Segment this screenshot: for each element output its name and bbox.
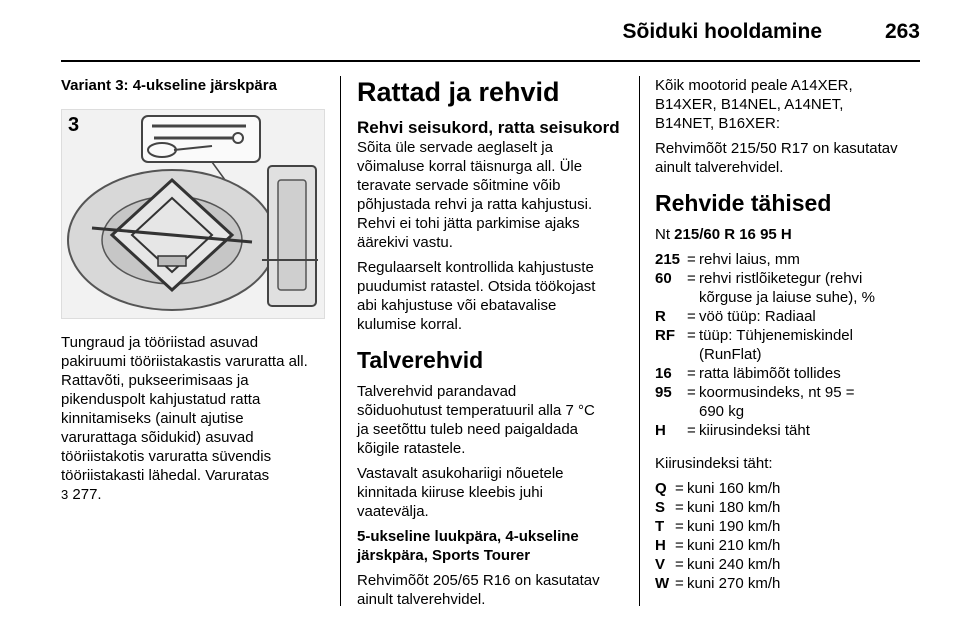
text-line: rehvi ristlõiketegur (rehvi bbox=[699, 270, 863, 287]
def-key: R bbox=[655, 308, 666, 325]
figure-caption bbox=[61, 333, 327, 504]
caption-line: Rattavõti, pukseerimisaas ja bbox=[61, 372, 249, 389]
tyre-code-definitions bbox=[655, 250, 875, 440]
speed-value: kuni 180 km/h bbox=[687, 499, 781, 516]
def-eq: = bbox=[687, 384, 696, 401]
figure-number: 3 bbox=[68, 114, 80, 136]
paragraph-tyre-size-205 bbox=[357, 571, 627, 609]
text-line: Regulaarselt kontrollida kahjustuste bbox=[357, 259, 594, 276]
table-row bbox=[655, 479, 780, 498]
text-line: kõigile ratastele. bbox=[357, 440, 466, 457]
text-line: tüüp: Tühjenemiskindel bbox=[699, 327, 853, 344]
def-key: 95 bbox=[655, 384, 672, 401]
def-value bbox=[699, 307, 875, 326]
table-row bbox=[655, 574, 780, 593]
text-line: kulumise korral. bbox=[357, 316, 463, 333]
paragraph-speed-sticker bbox=[357, 464, 627, 521]
subheading-body-variants bbox=[357, 527, 627, 565]
caption-line: kinnitamiseks (ainult ajutise bbox=[61, 410, 244, 427]
def-eq: = bbox=[687, 308, 696, 325]
text-line: Talverehvid parandavad bbox=[357, 383, 517, 400]
text-line: B14XER, B14NEL, A14NET, bbox=[655, 96, 844, 113]
text-line: äärekivi vastu. bbox=[357, 234, 453, 251]
caption-line: Tungraud ja tööriistad asuvad bbox=[61, 334, 259, 351]
variant-title: Variant 3: 4-ukseline järskpära bbox=[61, 77, 277, 94]
text-line: sõiduohutust temperatuuril alla 7 °C bbox=[357, 402, 595, 419]
speed-value: kuni 160 km/h bbox=[687, 480, 781, 497]
spare-wheel-tools-figure bbox=[61, 109, 325, 319]
text-line: B14NET, B16XER: bbox=[655, 115, 781, 132]
paragraph-tyre-condition bbox=[357, 138, 627, 252]
def-eq: = bbox=[687, 327, 696, 344]
text-line: vöö tüüp: Radiaal bbox=[699, 308, 816, 325]
text-line: kinnitada kiiruse kleebis juhi bbox=[357, 484, 543, 501]
text-line: puudumist ratastel. Otsida töökojast bbox=[357, 278, 596, 295]
def-key: 60 bbox=[655, 270, 672, 287]
column-divider-1 bbox=[340, 76, 341, 606]
table-row bbox=[655, 383, 875, 421]
heading-tyre-condition: Rehvi seisukord, ratta seisukord bbox=[357, 118, 620, 137]
table-row bbox=[655, 326, 875, 364]
column-left bbox=[61, 76, 327, 510]
paragraph-tyre-size-215 bbox=[655, 139, 925, 177]
def-value bbox=[699, 326, 875, 364]
speed-value: kuni 270 km/h bbox=[687, 575, 781, 592]
section-title: Sõiduki hooldamine bbox=[622, 20, 822, 43]
def-eq: = bbox=[687, 251, 696, 268]
def-eq: = bbox=[687, 422, 696, 439]
speed-eq: = bbox=[675, 518, 684, 535]
text-line: Rehvimõõt 215/50 R17 on kasutatav bbox=[655, 140, 898, 157]
table-row bbox=[655, 269, 875, 307]
text-line: järskpära, Sports Tourer bbox=[357, 547, 531, 564]
caption-line: varurattaga sõidukid) asuvad bbox=[61, 429, 254, 446]
column-right bbox=[655, 76, 925, 599]
table-row bbox=[655, 421, 875, 440]
paragraph-regular-check bbox=[357, 258, 627, 334]
def-value bbox=[699, 269, 875, 307]
caption-line: pikenduspolt kahjustatud ratta bbox=[61, 391, 261, 408]
def-value bbox=[699, 383, 875, 421]
text-line: vaatevälja. bbox=[357, 503, 429, 520]
example-prefix: Nt bbox=[655, 226, 675, 243]
text-line: kõrguse ja laiuse suhe), % bbox=[699, 289, 875, 306]
text-line: Sõita üle servade aeglaselt ja bbox=[357, 139, 553, 156]
table-row bbox=[655, 364, 875, 383]
speed-key: Q bbox=[655, 480, 667, 497]
speed-eq: = bbox=[675, 537, 684, 554]
jack-and-tools-illustration bbox=[62, 110, 324, 318]
speed-value: kuni 210 km/h bbox=[687, 537, 781, 554]
speed-key: T bbox=[655, 518, 665, 535]
text-line: 5-ukseline luukpära, 4-ukseline bbox=[357, 528, 579, 545]
text-line: võimaluse korral täisnurga all. Üle bbox=[357, 158, 583, 175]
heading-winter-tyres: Talverehvid bbox=[357, 347, 484, 373]
def-eq: = bbox=[687, 365, 696, 382]
def-key: 16 bbox=[655, 365, 672, 382]
def-key: RF bbox=[655, 327, 675, 344]
tyre-example bbox=[655, 225, 925, 244]
speed-eq: = bbox=[675, 556, 684, 573]
text-line: abi kahjustuse või ebatavalise bbox=[357, 297, 557, 314]
def-eq: = bbox=[687, 270, 696, 287]
heading-wheels-tyres: Rattad ja rehvid bbox=[357, 77, 560, 107]
text-line: ainult talverehvidel. bbox=[357, 591, 486, 608]
speed-value: kuni 240 km/h bbox=[687, 556, 781, 573]
example-code: 215/60 R 16 95 H bbox=[674, 226, 792, 243]
table-row bbox=[655, 517, 780, 536]
column-middle bbox=[357, 76, 627, 615]
def-key: H bbox=[655, 422, 666, 439]
speed-eq: = bbox=[675, 575, 684, 592]
speed-key: H bbox=[655, 537, 666, 554]
text-line: ratta läbimõõt tollides bbox=[699, 365, 841, 382]
caption-line: tööriistakotis varuratta süvendis bbox=[61, 448, 272, 465]
table-row bbox=[655, 555, 780, 574]
table-row bbox=[655, 250, 875, 269]
text-line: (RunFlat) bbox=[699, 346, 762, 363]
def-value bbox=[699, 421, 875, 440]
text-line: Vastavalt asukohariigi nõuetele bbox=[357, 465, 564, 482]
speed-eq: = bbox=[675, 499, 684, 516]
speed-value: kuni 190 km/h bbox=[687, 518, 781, 535]
text-line: ainult talverehvidel. bbox=[655, 159, 784, 176]
text-line: Rehvimõõt 205/65 R16 on kasutatav bbox=[357, 572, 600, 589]
speed-key: W bbox=[655, 575, 670, 592]
text-line: kiirusindeksi täht bbox=[699, 422, 810, 439]
def-value bbox=[699, 364, 875, 383]
text-line: ja seetõttu tuleb need paigaldada bbox=[357, 421, 579, 438]
speed-key: V bbox=[655, 556, 666, 573]
paragraph-engines bbox=[655, 76, 925, 133]
table-row bbox=[655, 498, 780, 517]
caption-line: tööriistakasti lähedal. Varuratas bbox=[61, 467, 270, 484]
heading-tyre-designations: Rehvide tähised bbox=[655, 190, 832, 216]
text-line: Kõik mootorid peale A14XER, bbox=[655, 77, 853, 94]
header-divider bbox=[61, 60, 920, 62]
page-reference-number: 277. bbox=[72, 486, 102, 503]
speed-index-title: Kiirusindeksi täht: bbox=[655, 455, 773, 472]
def-value bbox=[699, 250, 875, 269]
text-line: 690 kg bbox=[699, 403, 745, 420]
page-number: 263 bbox=[884, 20, 920, 43]
caption-line: pakiruumi tööriistakastis varuratta all. bbox=[61, 353, 308, 370]
page-reference-arrow-icon: 3 bbox=[61, 487, 69, 502]
speed-key: S bbox=[655, 499, 666, 516]
speed-eq: = bbox=[675, 480, 684, 497]
def-key: 215 bbox=[655, 251, 681, 268]
text-line: rehvi laius, mm bbox=[699, 251, 800, 268]
text-line: teravate servade sõitmine võib bbox=[357, 177, 561, 194]
table-row bbox=[655, 536, 780, 555]
table-row bbox=[655, 307, 875, 326]
speed-index-table bbox=[655, 479, 780, 593]
text-line: Rehvi ei tohi jätta parkimise ajaks bbox=[357, 215, 580, 232]
text-line: koormusindeks, nt 95 = bbox=[699, 384, 855, 401]
text-line: põhjustada rehvi ja ratta kahjustusi. bbox=[357, 196, 593, 213]
paragraph-winter-tyres bbox=[357, 382, 627, 458]
page-reference[interactable] bbox=[61, 485, 327, 504]
column-divider-2 bbox=[639, 76, 640, 606]
